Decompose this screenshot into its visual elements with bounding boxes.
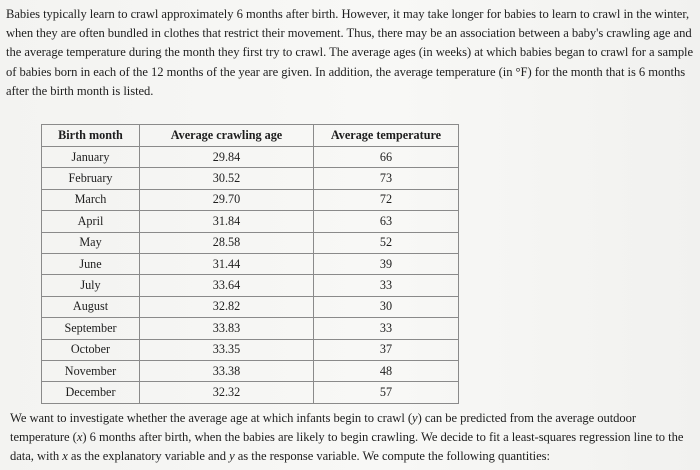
cell-crawling-age: 32.82 [140, 296, 314, 317]
cell-birth-month: May [42, 232, 140, 253]
outro-text-part: as the explanatory variable and [67, 449, 230, 464]
cell-temperature: 72 [314, 189, 459, 210]
table-row [42, 275, 459, 296]
cell-temperature: 63 [314, 211, 459, 232]
cell-crawling-age: 32.32 [140, 382, 314, 403]
variable-y: y [229, 449, 235, 464]
table-row [42, 253, 459, 274]
outro-text-part: We want to investigate whether the average age at which infants begin to crawl ( [10, 411, 413, 425]
cell-temperature: 33 [314, 318, 459, 339]
cell-birth-month: July [42, 275, 140, 296]
cell-birth-month: October [42, 339, 140, 360]
table-row [42, 296, 459, 317]
cell-crawling-age: 33.35 [140, 339, 314, 360]
cell-birth-month: January [42, 147, 140, 168]
outro-paragraph [10, 409, 696, 467]
outro-text-part: ) 6 months after birth, when the babies are likely to begin crawling. We decide to fit a least-squares regression line to the data, with [10, 430, 684, 464]
cell-temperature: 48 [314, 360, 459, 381]
table-row [42, 147, 459, 168]
header-average-temperature: Average temperature [314, 125, 459, 147]
table-header-row [42, 125, 459, 147]
header-average-crawling-age: Average crawling age [140, 125, 314, 147]
cell-birth-month: September [42, 318, 140, 339]
cell-crawling-age: 33.64 [140, 275, 314, 296]
cell-birth-month: March [42, 189, 140, 210]
cell-birth-month: November [42, 360, 140, 381]
cell-crawling-age: 33.83 [140, 318, 314, 339]
table-row [42, 168, 459, 189]
table-row [42, 360, 459, 381]
cell-crawling-age: 29.84 [140, 147, 314, 168]
table-row [42, 189, 459, 210]
cell-crawling-age: 31.84 [140, 211, 314, 232]
intro-paragraph: Babies typically learn to crawl approximately 6 months after birth. However, it may take longer for babies to learn to crawl in the winter, when they are often bundled in clothes that restrict their movement. Thus, there may be an association between a baby's crawling age and the average temperature during the month they first try to crawl. The average ages (in weeks) at which babies began to crawl for a sample of babies born in each of the 12 months of the year are given. In addition, the average temperature (in °F) for the month that is 6 months after the birth month is listed. [6, 7, 694, 98]
cell-birth-month: August [42, 296, 140, 317]
cell-temperature: 33 [314, 275, 459, 296]
cell-temperature: 52 [314, 232, 459, 253]
cell-temperature: 39 [314, 253, 459, 274]
cell-crawling-age: 33.38 [140, 360, 314, 381]
cell-crawling-age: 31.44 [140, 253, 314, 274]
outro-text-part: ) can be predicted from the average outdoor temperature ( [10, 411, 637, 445]
cell-birth-month: December [42, 382, 140, 403]
cell-crawling-age: 30.52 [140, 168, 314, 189]
cell-birth-month: June [42, 253, 140, 274]
cell-crawling-age: 28.58 [140, 232, 314, 253]
table-row [42, 382, 459, 403]
crawling-data-table [41, 124, 459, 404]
cell-birth-month: February [42, 168, 140, 189]
cell-temperature: 57 [314, 382, 459, 403]
cell-temperature: 73 [314, 168, 459, 189]
variable-x: x [62, 449, 68, 464]
table-row [42, 318, 459, 339]
header-birth-month: Birth month [42, 125, 140, 147]
cell-temperature: 66 [314, 147, 459, 168]
table-row [42, 211, 459, 232]
table-row [42, 232, 459, 253]
cell-temperature: 30 [314, 296, 459, 317]
cell-crawling-age: 29.70 [140, 189, 314, 210]
cell-birth-month: April [42, 211, 140, 232]
cell-temperature: 37 [314, 339, 459, 360]
variable-x: x [76, 430, 83, 445]
table-row [42, 339, 459, 360]
outro-text-part: as the response variable. We compute the following quantities: [234, 449, 550, 464]
variable-y: y [412, 411, 418, 425]
